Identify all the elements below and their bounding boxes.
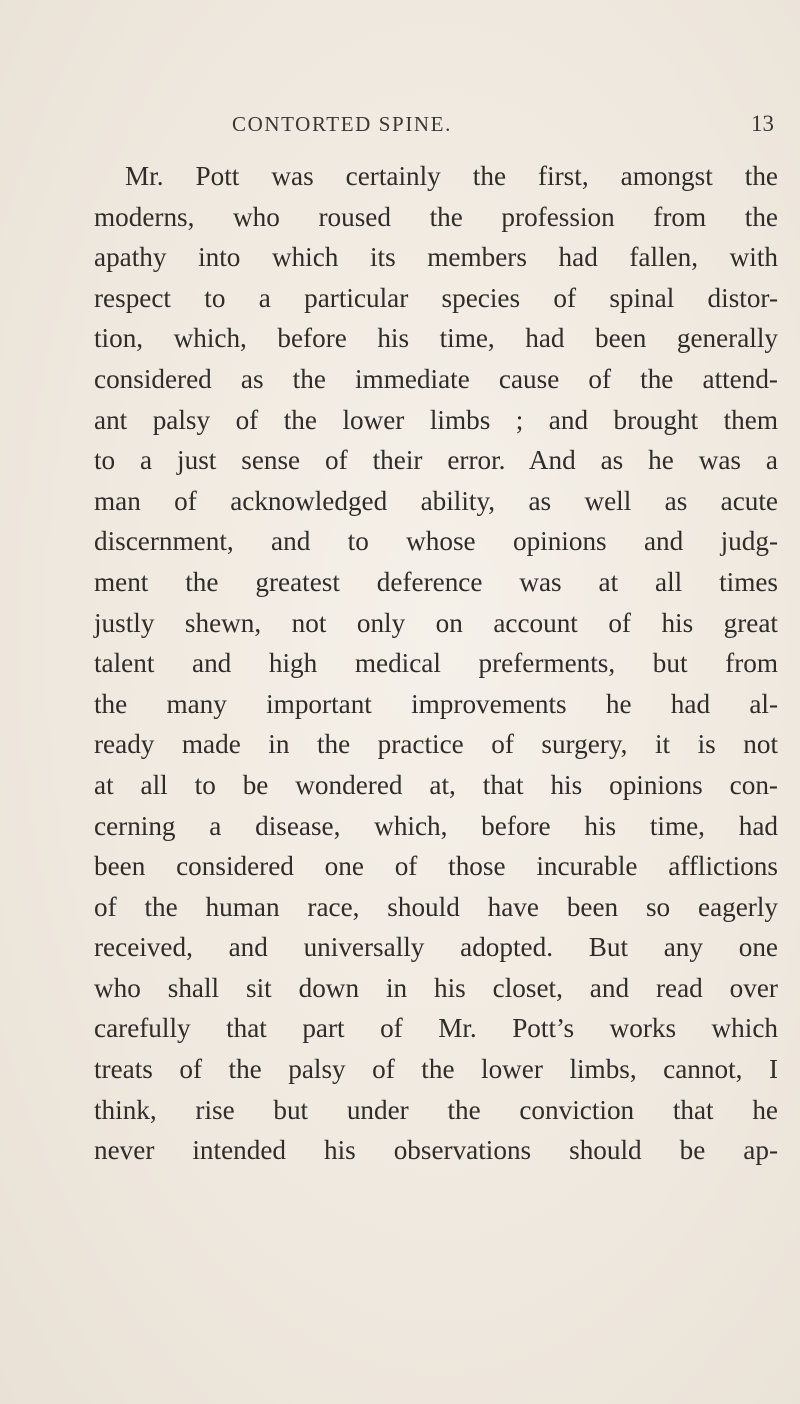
text-line: to a just sense of their error. And as he was a — [94, 445, 778, 476]
text-line: man of acknowledged ability, as well as acute — [94, 485, 778, 516]
running-head — [94, 112, 774, 142]
text-line: carefully that part of Mr. Pott’s works which — [94, 1013, 778, 1044]
text-line: treats of the palsy of the lower limbs, cannot, I — [94, 1054, 778, 1085]
text-line: Mr. Pott was certainly the first, amongst the — [125, 161, 778, 191]
text-line: ment the greatest deference was at all times — [94, 566, 778, 597]
text-line: moderns, who roused the profession from the — [94, 201, 778, 232]
text-line: justly shewn, not only on account of his great — [94, 607, 778, 638]
text-line: considered as the immediate cause of the attend- — [94, 363, 778, 394]
page-number: 13 — [751, 111, 774, 136]
text-line: cerning a disease, which, before his time, had — [94, 810, 778, 841]
text-line: the many important improvements he had al- — [94, 688, 778, 719]
text-line: think, rise but under the conviction that he — [94, 1094, 778, 1125]
running-head-title: CONTORTED SPINE. — [232, 112, 452, 136]
text-line: ready made in the practice of surgery, it is not — [94, 729, 778, 760]
text-line: ant palsy of the lower limbs ; and brought them — [94, 404, 778, 435]
text-line: been considered one of those incurable afflictions — [94, 851, 778, 882]
text-line: at all to be wondered at, that his opinions con- — [94, 769, 778, 800]
text-line: who shall sit down in his closet, and read over — [94, 972, 778, 1003]
body-paragraph — [94, 156, 778, 1171]
text-line: received, and universally adopted. But any one — [94, 932, 778, 963]
text-line: talent and high medical preferments, but from — [94, 648, 778, 679]
text-line: of the human race, should have been so eagerly — [94, 891, 778, 922]
text-line: respect to a particular species of spinal distor- — [94, 282, 778, 313]
text-line: tion, which, before his time, had been generally — [94, 323, 778, 354]
text-line: discernment, and to whose opinions and judg- — [94, 526, 778, 557]
text-line: apathy into which its members had fallen, with — [94, 242, 778, 273]
text-line: never intended his observations should be ap- — [94, 1135, 778, 1166]
